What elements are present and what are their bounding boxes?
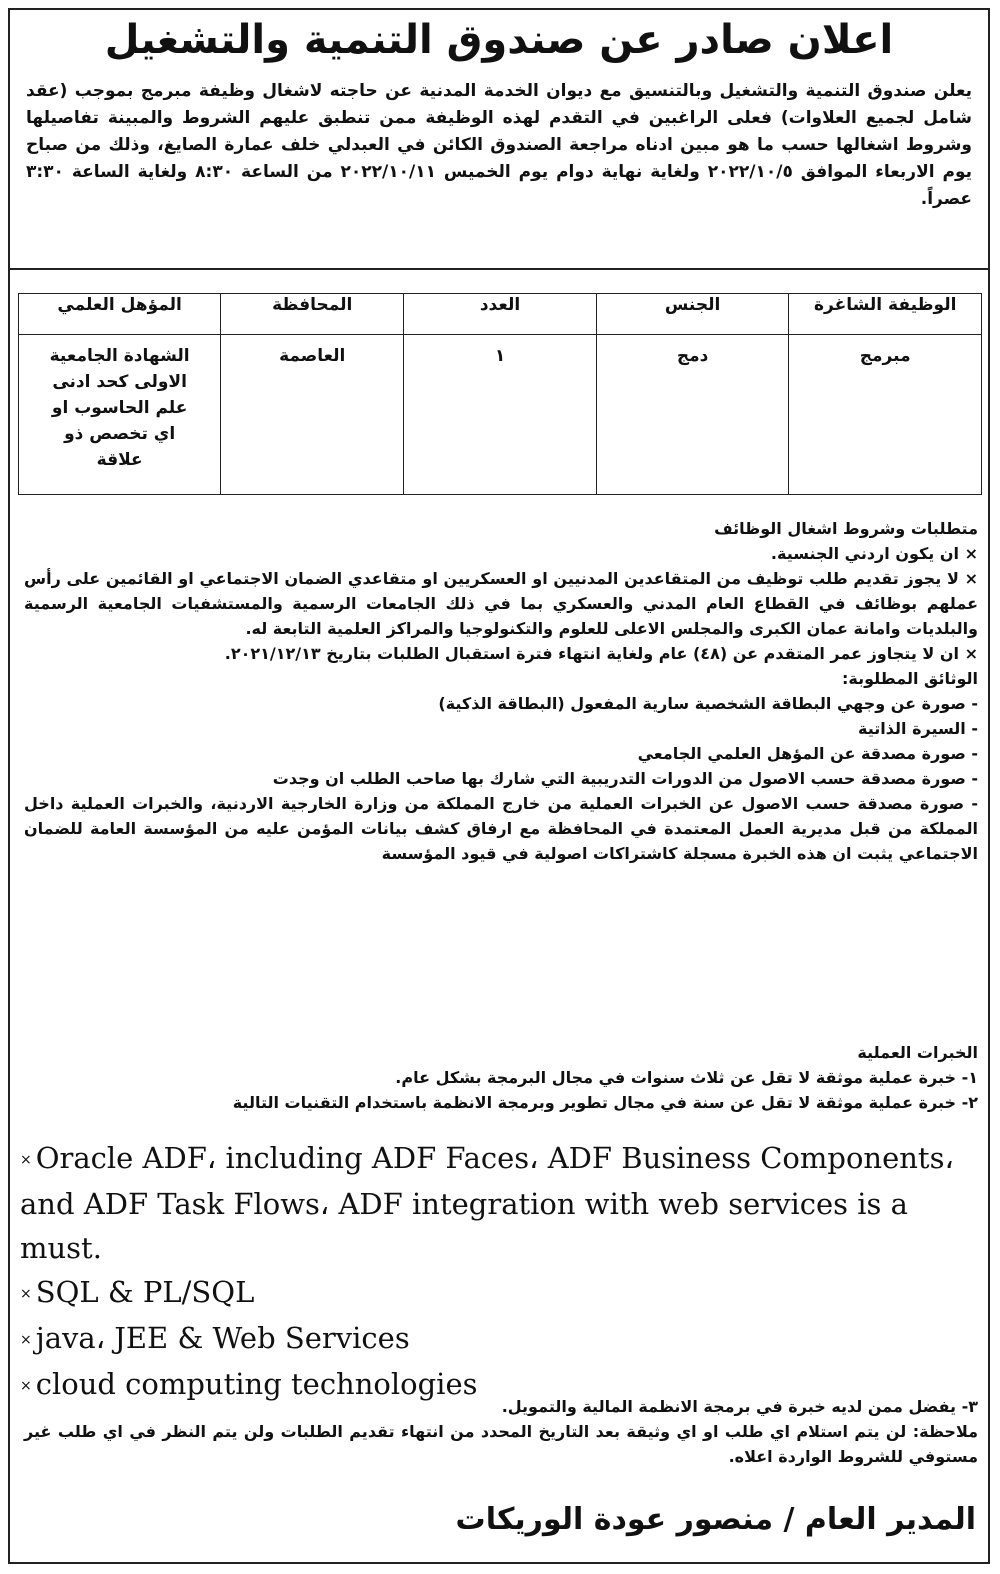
list-item: ٢- خبرة عملية موثقة لا تقل عن سنة في مجال تطوير وبرمجة الانظمة باستخدام التقنيات التالية (232, 1093, 978, 1112)
tech-item-java: java، JEE & Web Services (35, 1321, 410, 1355)
section-divider (10, 268, 988, 270)
list-item: ١- خبرة عملية موثقة لا تقل عن ثلاث سنوات في مجال البرمجة بشكل عام. (395, 1068, 978, 1087)
header-qualification: المؤهل العلمي (19, 294, 221, 335)
experience-heading: الخبرات العملية (857, 1043, 978, 1062)
cell-qualification: الشهادة الجامعية الاولى كحد ادنى علم الحاسوب او اي تخصص ذو علاقة (19, 335, 221, 495)
table-row (19, 335, 982, 495)
signature: المدير العام / منصور عودة الوريكات (455, 1502, 976, 1537)
header-count: العدد (404, 294, 597, 335)
vacancy-table (18, 293, 982, 495)
requirements-section (10, 516, 992, 866)
list-item (20, 1136, 978, 1270)
list-item: × لا يجوز تقديم طلب توظيف من المتقاعدين المدنيين او العسكريين او متقاعدي الضمان الاجتماعي او القائمين على رأس عملهم بوظائف في القطاع العام المدني والعسكري بما في ذلك الجامعات الرسمية والمستشفيات الجامعية الرسمية والبلديات وامانة عمان الكبرى والمجلس الاعلى للعلوم والتكنولوجيا والمراكز العلمية التابعة له. (24, 569, 978, 638)
requirements-heading: متطلبات وشروط اشغال الوظائف (714, 519, 978, 538)
cell-job-title: مبرمج (789, 335, 982, 495)
list-item: - صورة مصدقة حسب الاصول من الدورات التدريبية التي شارك بها صاحب الطلب ان وجدت (272, 769, 978, 788)
list-item (20, 1270, 978, 1316)
list-item: - السيرة الذاتية (858, 719, 978, 738)
header-job-title: الوظيفة الشاغرة (789, 294, 982, 335)
header-governorate: المحافظة (221, 294, 404, 335)
note-text: ملاحظة: لن يتم استلام اي طلب او اي وثيقة بعد التاريخ المحدد من انتهاء تقديم الطلبات ولن يتم النظر في اي طلب غير مستوفي للشروط الواردة اعلاه. (24, 1422, 978, 1466)
tech-item-oracle-adf: Oracle ADF، including ADF Faces، ADF Business Components، and ADF Task Flows، ADF integration with web services is a must. (20, 1141, 954, 1265)
header-gender: الجنس (596, 294, 789, 335)
cell-gender: دمج (596, 335, 789, 495)
experience-section (10, 1040, 992, 1115)
cell-count: ١ (404, 335, 597, 495)
cell-governorate: العاصمة (221, 335, 404, 495)
technology-list (10, 1136, 992, 1408)
notes-section (10, 1394, 992, 1469)
list-item: - صورة مصدقة عن المؤهل العلمي الجامعي (637, 744, 978, 763)
list-item (20, 1316, 978, 1362)
tech-item-cloud: cloud computing technologies (35, 1367, 478, 1401)
list-item: - صورة عن وجهي البطاقة الشخصية سارية المفعول (البطاقة الذكية) (438, 694, 978, 713)
preferred-qualification: ٣- يفضل ممن لديه خبرة في برمجة الانظمة المالية والتمويل. (501, 1397, 978, 1416)
table-header-row (19, 294, 982, 335)
bullet-marker: × (20, 1152, 32, 1168)
intro-paragraph: يعلن صندوق التنمية والتشغيل وبالتنسيق مع ديوان الخدمة المدنية عن حاجته لاشغال وظيفة مبرمج بموجب (عقد شامل لجميع العلاوات) فعلى الراغبين في التقدم لهذه الوظيفة ممن تنطبق عليهم الشروط والمبينة تفاصيلها وشروط اشغالها حسب ما هو مبين ادناه مراجعة الصندوق الكائن في العبدلي خلف عمارة الصايغ، وذلك من صباح يوم الاربعاء الموافق ٢٠٢٢/١٠/٥ ولغاية نهاية دوام يوم الخميس ٢٠٢٢/١٠/١١ من الساعة ٨:٣٠ ولغاية الساعة ٣:٣٠ عصراً. (26, 81, 972, 209)
bullet-marker: × (20, 1332, 32, 1348)
bullet-marker: × (20, 1286, 32, 1302)
list-item: - صورة مصدقة حسب الاصول عن الخبرات العملية من خارج المملكة من وزارة الخارجية الاردنية، والخبرات العملية داخل المملكة من قبل مديرية العمل المعتمدة في المحافظة مع ارفاق كشف بيانات المؤمن عليه من المؤسسة العامة للضمان الاجتماعي يثبت ان هذه الخبرة مسجلة كاشتراكات اصولية في قيود المؤسسة (24, 794, 978, 863)
list-item: × ان لا يتجاوز عمر المتقدم عن (٤٨) عام ولغاية انتهاء فترة استقبال الطلبات بتاريخ ٢٠٢١/١٢/١٣. (224, 644, 978, 663)
documents-heading: الوثائق المطلوبة: (841, 669, 978, 688)
tech-item-sql: SQL & PL/SQL (35, 1275, 255, 1309)
list-item: × ان يكون اردني الجنسية. (770, 544, 978, 563)
announcement-title: اعلان صادر عن صندوق التنمية والتشغيل (104, 17, 894, 63)
announcement-page (8, 8, 990, 1564)
bullet-marker: × (20, 1378, 32, 1394)
